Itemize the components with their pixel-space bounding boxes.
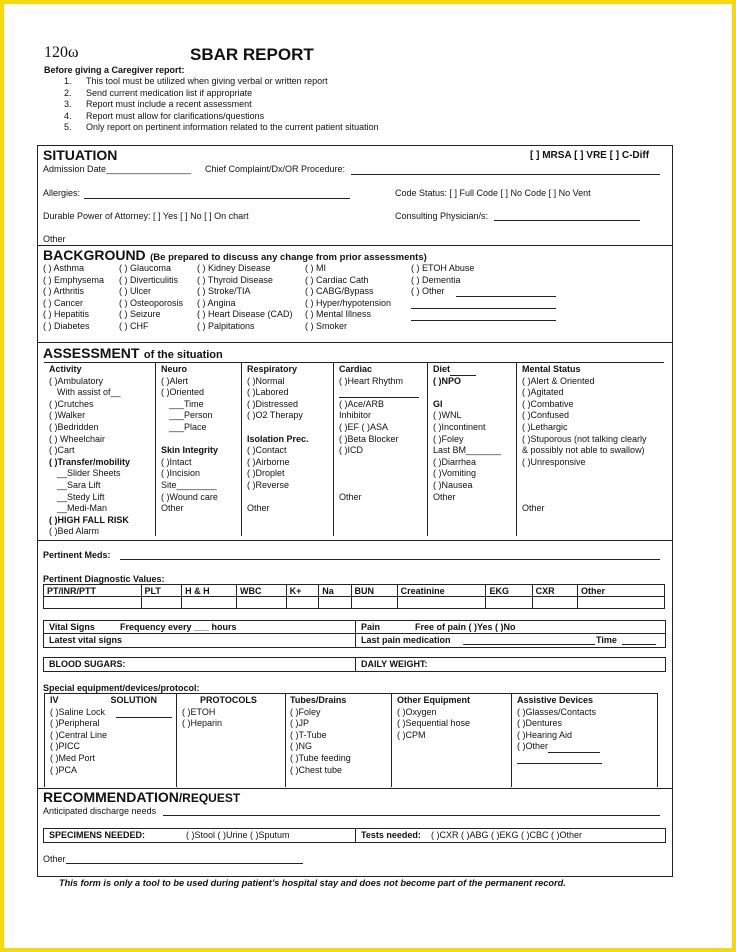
bg-item[interactable]: ( ) Angina (197, 297, 236, 308)
resp-item[interactable]: ( )Distressed (247, 398, 299, 409)
tube-item[interactable]: ( )NG (290, 741, 312, 752)
solution-field[interactable] (116, 717, 172, 718)
gi-item[interactable]: ( )Diarrhea (433, 456, 477, 467)
bg-item[interactable]: ( ) Hepatitis (43, 309, 90, 320)
bg-item[interactable]: ( ) Cardiac Cath (305, 274, 369, 285)
bg-item[interactable]: ( ) Kidney Disease (197, 263, 271, 273)
neuro-item[interactable]: ( )Alert (161, 375, 188, 386)
bg-line[interactable] (411, 320, 556, 321)
assistive-item[interactable]: ( )Glasses/Contacts (517, 706, 597, 717)
skin-heading: Skin Integrity (161, 445, 219, 456)
bg-item[interactable]: ( ) Dementia (411, 274, 461, 285)
test-options[interactable]: ( )CXR ( )ABG ( )EKG ( )CBC ( )Other (431, 830, 583, 840)
bg-item[interactable]: ( ) Seizure (119, 309, 161, 320)
protocol-item[interactable]: ( )ETOH (182, 706, 216, 717)
cardiac-item[interactable]: ( )Heart Rhythm (339, 375, 404, 386)
protocols-column (182, 695, 257, 730)
isolation-heading: Isolation Prec. (247, 433, 309, 444)
footer-note: This form is only a tool to be used during patient’s hospital stay and does not become part of the permanent record. (59, 878, 566, 888)
diag-col-header: H & H (182, 585, 237, 597)
skin-item[interactable]: ( )Wound care (161, 491, 218, 502)
cardiac-item: Inhibitor (339, 410, 372, 421)
equipment-label: Special equipment/devices/protocol: (43, 683, 200, 693)
pain-label: Pain (361, 622, 381, 632)
mental-item[interactable]: ( )Combative (522, 398, 574, 409)
diag-cell[interactable] (351, 597, 397, 609)
instruction-2: 2. Send current medication list if appropriate (64, 87, 253, 98)
time-field[interactable] (622, 644, 656, 645)
tube-item[interactable]: ( )T-Tube (290, 729, 327, 740)
recommendation-subtitle: /REQUEST (178, 791, 241, 805)
iv-item[interactable]: ( )Central Line (50, 729, 108, 740)
gi-item[interactable]: ( )Incontinent (433, 421, 486, 432)
tube-item[interactable]: ( )Tube feeding (290, 752, 351, 763)
bg-item[interactable]: ( ) Osteoporosis (119, 297, 184, 308)
activity-item[interactable]: __Sara Lift (57, 479, 101, 490)
iso-item: Other (247, 503, 270, 514)
bg-item[interactable]: ( ) MI (305, 263, 326, 273)
cardiac-heading: Cardiac (339, 364, 373, 374)
bg-item[interactable]: ( ) Palpitations (197, 320, 255, 331)
iso-item[interactable]: ( )Contact (247, 445, 287, 456)
bg-item[interactable]: ( ) Arthritis (43, 286, 85, 297)
last-pain-med-field[interactable] (463, 644, 595, 645)
tubes-column (290, 695, 351, 776)
chief-complaint-label: Chief Complaint/Dx/OR Procedure: (205, 164, 346, 174)
bg-item[interactable]: ( ) Thyroid Disease (197, 274, 273, 285)
background-col-5 (411, 263, 474, 298)
iv-item[interactable]: ( )Peripheral (50, 718, 100, 729)
cardiac-item[interactable]: ( )ICD (339, 445, 363, 456)
chief-complaint-field[interactable] (351, 174, 660, 175)
free-of-pain[interactable]: Free of pain ( )Yes ( )No (415, 622, 516, 632)
resp-item[interactable]: ( )Normal (247, 375, 285, 386)
cardiac-column (339, 364, 403, 503)
time-label: Time (596, 635, 617, 645)
before-label: Before giving a Caregiver report: (44, 65, 185, 75)
col-divider (333, 362, 334, 536)
recommendation-other: Other (43, 854, 66, 864)
specimen-options[interactable]: ( )Stool ( )Urine ( )Sputum (186, 830, 290, 840)
activity-item[interactable]: __Slider Sheets (57, 468, 121, 479)
npo-item[interactable]: ( )NPO (433, 375, 461, 386)
consulting-field[interactable] (494, 220, 640, 221)
diag-cell[interactable] (486, 597, 532, 609)
assistive-item[interactable]: ( )Dentures (517, 718, 563, 729)
discharge-field[interactable] (163, 815, 660, 816)
neuro-item[interactable]: ( )Oriented (161, 387, 205, 398)
isolation-flags[interactable]: [ ] MRSA [ ] VRE [ ] C-Diff (530, 150, 650, 161)
diet-column (433, 364, 501, 503)
equipment-item[interactable]: ( )Sequential hose (397, 718, 471, 729)
bg-item[interactable]: ( ) Emphysema (43, 274, 105, 285)
diag-col-header: Creatinine (397, 585, 486, 597)
activity-item[interactable]: __Stedy Lift (57, 491, 105, 502)
col-divider (155, 362, 156, 536)
mental-item: Other (522, 503, 545, 514)
tube-item[interactable]: ( )JP (290, 718, 309, 729)
activity-item[interactable]: ( )Cart (49, 445, 75, 456)
col-divider (511, 693, 512, 787)
respiratory-column (247, 364, 309, 515)
iso-item[interactable]: ( )Reverse (247, 479, 290, 490)
divider (37, 245, 672, 246)
tubes-heading: Tubes/Drains (290, 695, 347, 705)
pertinent-meds-field[interactable] (120, 559, 660, 560)
iso-item[interactable]: ( )Airborne (247, 456, 290, 467)
neuro-item[interactable]: ___Person (169, 410, 213, 421)
bg-item[interactable]: ( ) Cancer (43, 297, 84, 308)
assistive-item[interactable]: ( )Other (517, 741, 549, 752)
neuro-item[interactable]: ___Time (169, 398, 204, 409)
mental-heading: Mental Status (522, 364, 581, 374)
iv-heading: IV (50, 695, 59, 705)
bg-item[interactable]: ( ) Asthma (43, 263, 85, 273)
bg-item[interactable]: ( ) Other (411, 286, 445, 297)
skin-item[interactable]: ( )Intact (161, 456, 192, 467)
diag-col-header: CXR (532, 585, 577, 597)
dpoa[interactable]: Durable Power of Attorney: [ ] Yes [ ] No [ ] On chart (43, 211, 249, 221)
recommendation-heading: RECOMMENDATION (43, 789, 179, 805)
activity-item[interactable]: ( ) Wheelchair (49, 433, 106, 444)
cardiac-item[interactable]: ( )Ace/ARB (339, 398, 385, 409)
diag-col-header: WBC (236, 585, 286, 597)
assessment-subtitle: of the situation (143, 349, 223, 361)
col-divider (285, 693, 286, 787)
background-col-1 (43, 263, 104, 333)
bg-other-field[interactable] (456, 296, 556, 297)
bg-item[interactable]: ( ) Stroke/TIA (197, 286, 251, 297)
protocols-heading: PROTOCOLS (200, 695, 257, 705)
assistive-heading: Assistive Devices (517, 695, 594, 705)
activity-item[interactable]: ( )Bedridden (49, 421, 99, 432)
bg-item[interactable]: ( ) Diabetes (43, 320, 90, 331)
bg-item[interactable]: ( ) Glaucoma (119, 263, 172, 273)
assistive-other-field[interactable] (548, 752, 600, 753)
resp-item[interactable]: ( )O2 Therapy (247, 410, 303, 421)
form-code: 120ω (44, 44, 79, 61)
cardiac-item: Other (339, 491, 362, 502)
other-equipment-column (397, 695, 470, 741)
bg-item[interactable]: ( ) Diverticulitis (119, 274, 179, 285)
bg-item[interactable]: ( ) Heart Disease (CAD) (197, 309, 293, 320)
diag-cell[interactable] (182, 597, 237, 609)
skin-item[interactable]: Site________ (161, 479, 217, 490)
gi-item[interactable]: Last BM_______ (433, 445, 502, 456)
diagnostic-table (43, 584, 665, 609)
diag-cell[interactable] (578, 597, 665, 609)
divider (37, 540, 672, 541)
skin-item: Other (161, 503, 184, 514)
background-heading: BACKGROUND (43, 247, 146, 263)
diag-col-header: PT/INR/PTT (44, 585, 142, 597)
col-divider (516, 362, 517, 536)
col-divider (355, 657, 356, 671)
iv-item[interactable]: ( )PCA (50, 764, 77, 775)
tests-label: Tests needed: (361, 830, 421, 840)
diag-col-header: Other (578, 585, 665, 597)
activity-item[interactable]: ( )Crutches (49, 398, 94, 409)
assessment-heading-row (43, 345, 223, 363)
mental-item[interactable]: ( )Stuporous (not talking clearly (522, 433, 647, 444)
discharge-label: Anticipated discharge needs (43, 806, 157, 816)
protocol-item[interactable]: ( )Heparin (182, 718, 223, 729)
mental-item[interactable]: ( )Lethargic (522, 421, 568, 432)
bg-line[interactable] (411, 308, 556, 309)
diag-cell[interactable] (141, 597, 182, 609)
instruction-4: 4. Report must allow for clarifications/questions (64, 110, 265, 121)
diag-cell[interactable] (319, 597, 351, 609)
cardiac-item[interactable]: ( )Beta Blocker (339, 433, 399, 444)
other-equipment-heading: Other Equipment (397, 695, 471, 705)
code-status[interactable]: Code Status: [ ] Full Code [ ] No Code [ ] No Vent (395, 188, 591, 198)
admission-date: Admission Date_________________ (43, 164, 192, 174)
background-subtitle: (Be prepared to discuss any change from prior assessments) (150, 252, 427, 263)
neuro-column (161, 364, 218, 515)
mental-item[interactable]: ( )Alert & Oriented (522, 375, 595, 386)
col-divider (355, 828, 356, 842)
activity-item[interactable]: ( )HIGH FALL RISK (49, 514, 129, 525)
diag-col-header: Na (319, 585, 351, 597)
bg-item[interactable]: ( ) Smoker (305, 320, 348, 331)
diagnostic-label: Pertinent Diagnostic Values: (43, 574, 165, 584)
diet-heading: Diet (433, 364, 451, 374)
respiratory-heading: Respiratory (247, 364, 298, 374)
activity-item[interactable]: With assist of__ (57, 387, 121, 398)
situation-heading: SITUATION (43, 147, 118, 163)
bg-item[interactable]: ( ) CABG/Bypass (305, 286, 374, 297)
vitals-frequency[interactable]: Frequency every ___ hours (120, 622, 237, 632)
specimens-label: SPECIMENS NEEDED: (49, 830, 146, 840)
gi-item[interactable]: ( )WNL (433, 410, 462, 421)
assistive-line[interactable] (517, 763, 602, 764)
heart-rhythm-field[interactable] (339, 397, 419, 398)
gi-item[interactable]: ( )Nausea (433, 479, 473, 490)
col-divider (427, 362, 428, 536)
bg-item[interactable]: ( ) Ulcer (119, 286, 151, 297)
bg-item[interactable]: ( ) ETOH Abuse (411, 263, 475, 273)
diag-cell[interactable] (236, 597, 286, 609)
form-title: SBAR REPORT (190, 45, 314, 64)
neuro-heading: Neuro (161, 364, 188, 374)
bg-item[interactable]: ( ) Hyper/hypotension (305, 297, 392, 308)
assessment-heading: ASSESSMENT (43, 345, 140, 361)
mental-item[interactable]: ( )Confused (522, 410, 570, 421)
resp-item[interactable]: ( )Labored (247, 387, 289, 398)
equipment-item[interactable]: ( )Oxygen (397, 706, 437, 717)
instruction-3: 3. Report must include a recent assessment (64, 99, 252, 109)
gi-heading: GI (433, 398, 443, 409)
instruction-5: 5. Only report on pertinent information related to the current patient situation (64, 122, 379, 132)
situation-other: Other (43, 234, 66, 244)
iso-item (247, 492, 309, 504)
daily-weight-label: DAILY WEIGHT: (361, 659, 428, 669)
activity-heading: Activity (49, 364, 82, 374)
diag-cell[interactable] (397, 597, 486, 609)
tube-item[interactable]: ( )Chest tube (290, 764, 343, 775)
blood-sugars-label: BLOOD SUGARS: (49, 659, 126, 669)
gi-item[interactable]: ( )Foley (433, 433, 464, 444)
neuro-item[interactable]: ___Place (169, 421, 207, 432)
cardiac-item[interactable]: ( )EF ( )ASA (339, 421, 388, 432)
tube-item[interactable]: ( )Foley (290, 706, 321, 717)
solution-heading: SOLUTION (110, 695, 158, 705)
diag-col-header: EKG (486, 585, 532, 597)
diag-cell[interactable] (532, 597, 577, 609)
activity-item[interactable]: ( )Walker (49, 410, 86, 421)
skin-item[interactable]: ( )Incision (161, 468, 201, 479)
diag-cell[interactable] (44, 597, 142, 609)
activity-item[interactable]: __Medi-Man (57, 503, 108, 514)
mental-item[interactable]: ( )Agitated (522, 387, 564, 398)
bg-item[interactable]: ( ) Mental Illness (305, 309, 372, 320)
diag-col-header: K+ (286, 585, 319, 597)
background-col-3 (197, 263, 293, 333)
equipment-item[interactable]: ( )CPM (397, 729, 426, 740)
background-col-4 (305, 263, 391, 333)
diag-col-header: BUN (351, 585, 397, 597)
iv-item[interactable]: ( )PICC (50, 741, 80, 752)
diag-col-header: PLT (141, 585, 182, 597)
allergies-field[interactable] (84, 198, 350, 199)
divider (37, 342, 672, 343)
bg-item[interactable]: ( ) CHF (119, 320, 149, 331)
col-divider (241, 362, 242, 536)
activity-column (49, 364, 130, 538)
instruction-1: 1. This tool must be utilized when giving verbal or written report (64, 76, 328, 86)
activity-item[interactable]: ( )Transfer/mobility (49, 456, 131, 467)
assistive-item[interactable]: ( )Hearing Aid (517, 729, 573, 740)
iv-item[interactable]: ( )Med Port (50, 752, 96, 763)
iv-column (50, 695, 172, 776)
iso-item[interactable]: ( )Droplet (247, 468, 285, 479)
mental-column (522, 364, 647, 515)
recommendation-other-field[interactable] (66, 863, 303, 864)
gi-item: Other (433, 491, 456, 502)
activity-item[interactable]: ( )Ambulatory (49, 375, 104, 386)
iv-item[interactable]: ( )Saline Lock (50, 706, 106, 717)
mental-item: & possibly not able to swallow) (522, 445, 645, 456)
diag-cell[interactable] (286, 597, 319, 609)
background-col-2 (119, 263, 183, 333)
vital-signs-label: Vital Signs (49, 622, 95, 632)
assistive-column (517, 695, 600, 753)
consulting-label: Consulting Physician/s: (395, 211, 489, 221)
mental-item[interactable]: ( )Unresponsive (522, 456, 586, 467)
last-pain-med-label: Last pain medication (361, 635, 451, 645)
col-divider (176, 693, 177, 787)
col-divider (391, 693, 392, 787)
instruction-list (64, 76, 379, 134)
gi-item[interactable]: ( )Vomiting (433, 468, 477, 479)
latest-vitals-label: Latest vital signs (49, 635, 123, 645)
allergies-label: Allergies: (43, 188, 81, 198)
activity-item[interactable]: ( )Bed Alarm (49, 526, 100, 537)
recommendation-heading-row (43, 789, 240, 807)
pertinent-meds-label: Pertinent Meds: (43, 550, 111, 560)
